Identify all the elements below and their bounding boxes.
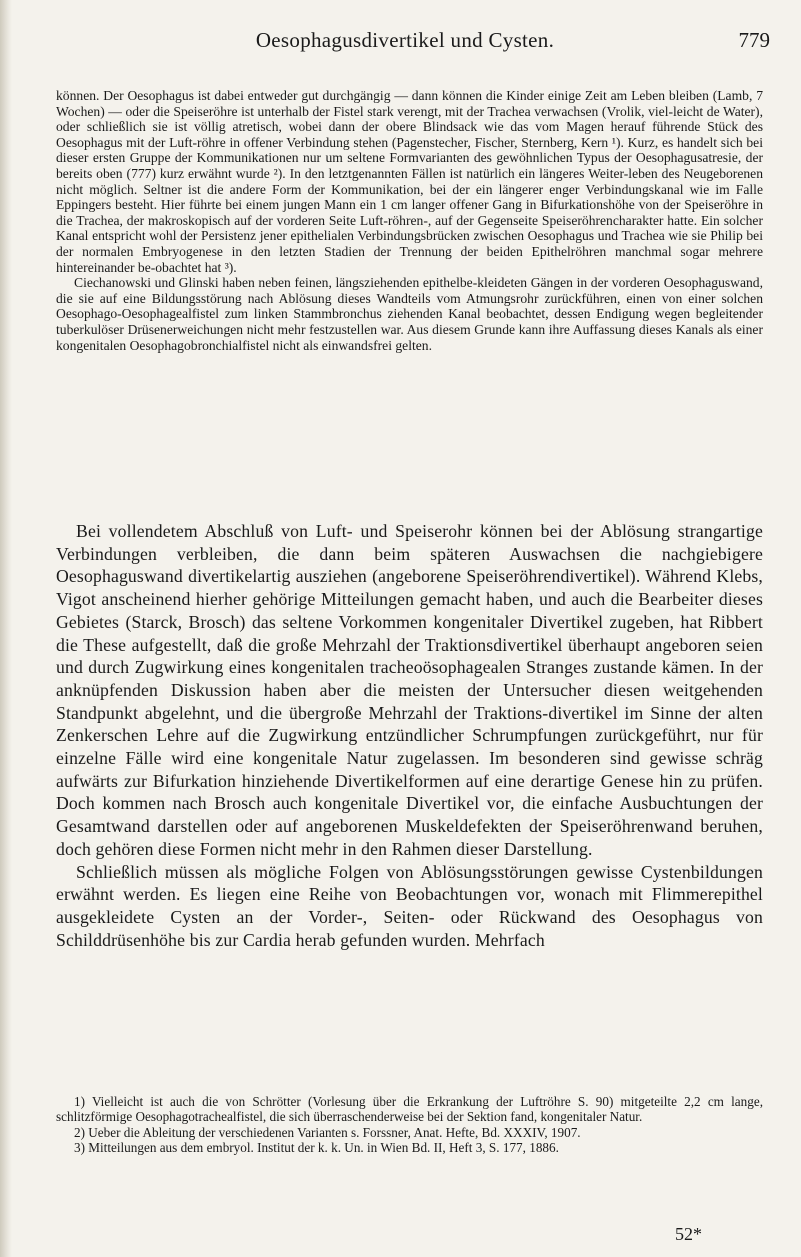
signature-mark: 52* bbox=[675, 1224, 702, 1244]
running-title: Oesophagusdivertikel und Cysten. bbox=[255, 28, 555, 52]
main-paragraph-1: Bei vollendetem Abschluß von Luft- und Speiserohr können bei der Ablösung strangartige Verbindungen verbleiben, die dann beim späteren Auswachsen die nachgiebigere Oesophaguswand divertikelartig ausziehen (angeborene Speiseröhrendivertikel). Während Klebs, Vigot anscheinend hierher gehörige Mitteilungen gemacht haben, und auch die Bearbeiter dieses Gebietes (Starck, Brosch) das seltene Vorkommen kongenitaler Divertikel zugeben, hat Ribbert die These aufgestellt, daß die große Mehrzahl der Traktionsdivertikel überhaupt angeboren seien und durch Zugwirkung eines kongenitalen tracheoösophagealen Stranges zustande kämen. In der anknüpfenden Diskussion haben aber die meisten der Untersucher diesen weitgehenden Standpunkt abgelehnt, und die übergroße Mehrzahl der Traktions-divertikel im Sinne der alten Zenkerschen Lehre auf die Zugwirkung entzündlicher Schrumpfungen zurückgeführt, nur für einzelne Fälle wird eine kongenitale Natur zugelassen. Im besonderen sind gewisse schräg aufwärts zur Bifurkation hinziehende Divertikelformen auf eine derartige Genese hin zu prüfen. Doch kommen nach Brosch auch kongenitale Divertikel vor, die einfache Ausbuchtungen der Gesamtwand darstellen oder auf angeborenen Muskeldefekten der Speiseröhrenwand beruhen, doch gehören diese Formen nicht mehr in den Rahmen dieser Darstellung. bbox=[56, 521, 763, 859]
footnotes bbox=[56, 1094, 763, 1156]
footnote-3: 3) Mitteilungen aus dem embryol. Institut der k. k. Un. in Wien Bd. II, Heft 3, S. 177, 1886. bbox=[74, 1140, 559, 1156]
footnote-2: 2) Ueber die Ableitung der verschiedenen Varianten s. Forssner, Anat. Hefte, Bd. XXXIV, 1907. bbox=[74, 1124, 581, 1140]
main-text-section bbox=[56, 520, 763, 951]
main-paragraph-2: Schließlich müssen als mögliche Folgen von Ablösungsstörungen gewisse Cystenbildungen erwähnt werden. Es liegen eine Reihe von Beobachtungen vor, wonach mit Flimmerepithel ausgekleidete Cysten an der Vorder-, Seiten- oder Rückwand des Oesophagus von Schilddrüsenhöhe bis zur Cardia herab gefunden wurden. Mehrfach bbox=[56, 861, 763, 950]
small-print-section bbox=[56, 88, 763, 353]
book-spine-shadow bbox=[0, 0, 12, 1257]
running-header bbox=[40, 28, 770, 58]
footnote-1: 1) Vielleicht ist auch die von Schrötter (Vorlesung über die Erkrankung der Luftröhre S. 90) mitgeteilte 2,2 cm lange, schlitzförmige Oesophagotrachealfistel, die sich überraschenderweise bei der Sektion fand, kongenitaler Natur. bbox=[56, 1094, 763, 1125]
small-paragraph-2: Ciechanowski und Glinski haben neben feinen, längsziehenden epithelbe-kleideten Gängen in der vorderen Oesophaguswand, die sie auf eine Bildungsstörung nach Ablösung dieses Wandteils vom Atmungsrohr zurückführen, einen von einer solchen Oesophago-Oesophagealfistel zum linken Stammbronchus ziehenden Kanal beobachtet, dessen Endigung wegen begleitender tuberkulöser Drüsenerweichungen nicht mehr festzustellen war. Aus diesem Grunde kann ihre Auffassung dieses Kanals als einer kongenitalen Oesophagobronchialfistel nicht als einwandsfrei gelten. bbox=[56, 275, 763, 353]
page-number: 779 bbox=[738, 28, 770, 52]
small-paragraph-1: können. Der Oesophagus ist dabei entweder gut durchgängig — dann können die Kinder einige Zeit am Leben bleiben (Lamb, 7 Wochen) — oder die Speiseröhre ist unterhalb der Fistel stark verengt, mit der Trachea verwachsen (Vrolik, viel-leicht de Water), oder schließlich sie ist völlig atretisch, wobei dann der obere Blindsack wie das vom Magen herauf führende Stück des Oesophagus mit der Luft-röhre in offener Verbindung stehen (Pagenstecher, Fischer, Sternberg, Kern ¹). Kurz, es handelt sich bei dieser ersten Gruppe der Kommunikationen nur um seltene Formvarianten des gewöhnlichen Typus der Oesophagusatresie, der bereits oben (777) kurz erwähnt wurde ²). In den letztgenannten Fällen ist natürlich ein längeres Weiter-leben des Neugeborenen nicht möglich. Seltner ist die andere Form der Kommunikation, bei der ein längerer enger Verbindungskanal wie im Falle Eppingers besteht. Hier führte bei einem jungen Mann ein 1 cm langer offener Gang in Bifurkationshöhe von der Speiseröhre in die Trachea, der makroskopisch auf der vorderen Seite Luft-röhren-, auf der Gegenseite Speiseröhrencharakter hatte. Ein solcher Kanal entspricht wohl der Persistenz jener epithelialen Verbindungsbrücken zwischen Oesophagus und Trachea wie sie Philip bei der normalen Embryogenese in den letzten Stadien der Trennung der beiden Epithelröhren manchmal sogar mehrere hintereinander be-obachtet hat ³). bbox=[56, 88, 763, 275]
